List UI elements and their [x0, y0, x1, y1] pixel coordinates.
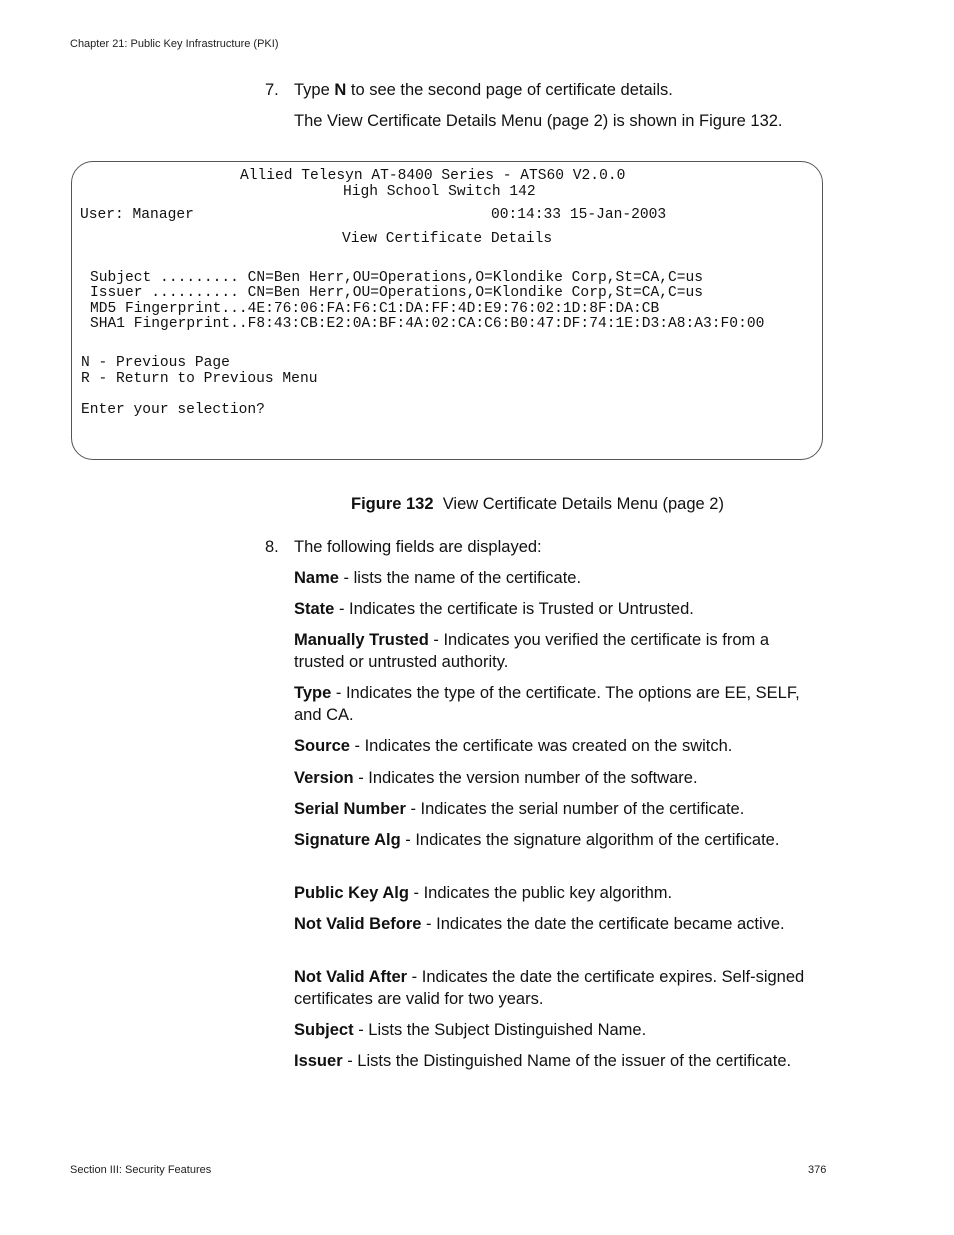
field-desc: - Indicates the certificate was created on the switch. — [349, 737, 733, 755]
terminal-switch-name: High School Switch 142 — [343, 184, 536, 200]
field-issuer — [294, 1050, 806, 1072]
field-term: Manually Trusted — [294, 631, 429, 649]
field-state — [294, 598, 806, 620]
field-not-valid-before — [294, 913, 806, 935]
field-desc: - Lists the Distinguished Name of the issuer of the certificate. — [342, 1052, 792, 1070]
field-desc: - Indicates the serial number of the certificate. — [405, 800, 745, 818]
field-term: Subject — [294, 1021, 354, 1039]
terminal-option-previous-page[interactable]: N - Previous Page — [81, 355, 230, 371]
field-term: State — [294, 600, 335, 618]
field-term: Version — [294, 769, 354, 787]
step-text — [294, 79, 673, 101]
field-term: Public Key Alg — [294, 884, 409, 902]
terminal-user: User: Manager — [80, 207, 194, 223]
field-manually-trusted — [294, 629, 806, 673]
field-version — [294, 767, 806, 789]
terminal-prompt[interactable]: Enter your selection? — [81, 402, 265, 418]
field-term: Not Valid After — [294, 968, 408, 986]
field-term: Serial Number — [294, 800, 406, 818]
field-name — [294, 567, 806, 589]
step-text-post: to see the second page of certificate details. — [346, 81, 673, 99]
step-text: The following fields are displayed: — [294, 538, 542, 556]
field-not-valid-after — [294, 966, 806, 1010]
field-term: Signature Alg — [294, 831, 401, 849]
page-number: 376 — [808, 1164, 827, 1176]
terminal-menu-title: View Certificate Details — [342, 231, 553, 247]
field-desc: - Indicates the public key algorithm. — [408, 884, 673, 902]
running-header: Chapter 21: Public Key Infrastructure (PKI) — [70, 38, 279, 50]
terminal-issuer: Issuer .......... CN=Ben Herr,OU=Operations,O=Klondike Corp,St=CA,C=us — [90, 285, 704, 301]
field-desc: - Lists the Subject Distinguished Name. — [353, 1021, 647, 1039]
terminal-banner: Allied Telesyn AT-8400 Series - ATS60 V2.0.0 — [240, 168, 626, 184]
field-desc: - Indicates the version number of the software. — [353, 769, 698, 787]
terminal-sha1: SHA1 Fingerprint..F8:43:CB:E2:0A:BF:4A:02:CA:C6:B0:47:DF:74:1E:D3:A8:A3:F0:00 — [90, 316, 765, 332]
figure-caption — [351, 495, 724, 514]
step-number: 8. — [265, 538, 279, 556]
field-type — [294, 682, 806, 726]
field-source — [294, 735, 806, 757]
field-term: Not Valid Before — [294, 915, 422, 933]
field-desc: - Indicates the signature algorithm of the certificate. — [400, 831, 780, 849]
field-term: Name — [294, 569, 339, 587]
footer-section: Section III: Security Features — [70, 1164, 212, 1176]
field-desc: - Indicates the type of the certificate. The options are EE, SELF, and CA. — [294, 684, 800, 724]
field-desc: - Indicates the date the certificate expires. Self-signed certificates are valid for two years. — [294, 968, 805, 1008]
field-serial-number — [294, 798, 806, 820]
step-number: 7. — [265, 81, 279, 99]
field-signature-alg — [294, 829, 806, 851]
figure-label: Figure 132 — [351, 495, 434, 513]
terminal-md5: MD5 Fingerprint...4E:76:06:FA:F6:C1:DA:FF:4D:E9:76:02:1D:8F:DA:CB — [90, 301, 660, 317]
field-desc: - lists the name of the certificate. — [338, 569, 582, 587]
field-subject — [294, 1019, 806, 1041]
field-desc: - Indicates the certificate is Trusted or Untrusted. — [334, 600, 694, 618]
terminal-option-return[interactable]: R - Return to Previous Menu — [81, 371, 318, 387]
step-key: N — [334, 81, 347, 99]
figure-title: View Certificate Details Menu (page 2) — [442, 495, 724, 513]
field-public-key-alg — [294, 882, 806, 904]
field-desc: - Indicates the date the certificate became active. — [421, 915, 785, 933]
field-term: Type — [294, 684, 332, 702]
step-text-pre: Type — [294, 81, 335, 99]
terminal-timestamp: 00:14:33 15-Jan-2003 — [491, 207, 667, 223]
terminal-subject: Subject ......... CN=Ben Herr,OU=Operations,O=Klondike Corp,St=CA,C=us — [90, 270, 704, 286]
field-desc: - Indicates you verified the certificate is from a trusted or untrusted authority. — [294, 631, 770, 671]
field-term: Source — [294, 737, 350, 755]
field-term: Issuer — [294, 1052, 343, 1070]
figure-reference: The View Certificate Details Menu (page 2) is shown in Figure 132. — [294, 112, 783, 130]
